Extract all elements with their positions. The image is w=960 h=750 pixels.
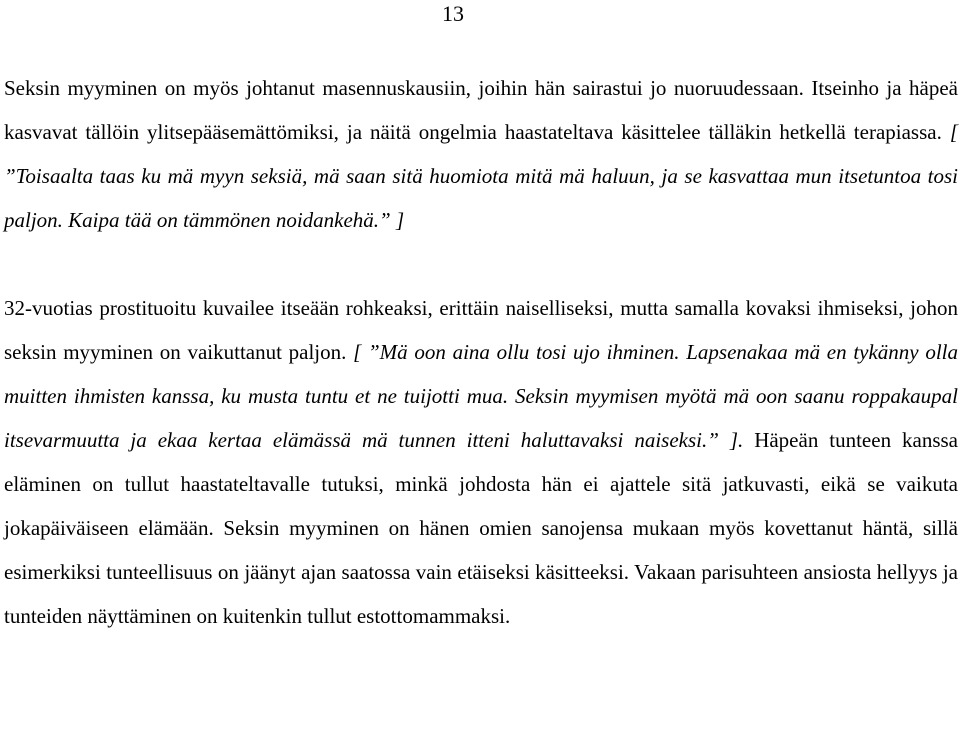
page-number: 13 (442, 1, 464, 26)
interview-quote: [ ”Mä oon aina ollu tosi ujo ihminen. Lapsenakaa mä en tykänny olla muitten ihmisten kanssa, ku musta tuntu et ne tuijotti mua. Seksin myymisen myötä mä oon saanu roppakaupal itsevarmuutta ja ekaa kertaa elämässä mä tunnen itteni haluttavaksi naiseksi.” ]. (4, 340, 959, 452)
paragraph-text: 32-vuotias prostituoitu kuvailee itseään rohkeaksi, erittäin naiselliseksi, mutta samalla kovaksi ihmiseksi, johon seksin myyminen on vaikuttanut paljon. (4, 296, 958, 364)
interview-quote: [ ”Toisaalta taas ku mä myyn seksiä, mä saan sitä huomiota mitä mä haluun, ja se kasvattaa mun itsetuntoa tosi paljon. Kaipa tää on tämmönen noidankehä.” ] (4, 120, 958, 232)
paragraph-2 (4, 286, 958, 638)
paragraph-text: Häpeän tunteen kanssa eläminen on tullut haastateltavalle tutuksi, minkä johdosta hän ei ajattele sitä jatkuvasti, eikä se vaikuta jokapäiväiseen elämään. Seksin myyminen on hänen omien sanojensa mukaan myös kovettanut häntä, sillä esimerkiksi tunteellisuus on jäänyt ajan saatossa vain etäiseksi käsitteeksi. Vakaan parisuhteen ansiosta hellyys ja tunteiden näyttäminen on kuitenkin tullut estottomammaksi. (4, 428, 958, 628)
paragraph-1 (4, 66, 958, 242)
paragraph-text: Seksin myyminen on myös johtanut masennuskausiin, joihin hän sairastui jo nuoruudessaan. Itseinho ja häpeä kasvavat tällöin ylitsepääsemättömiksi, ja näitä ongelmia haastateltava käsittelee tälläkin hetkellä terapiassa. (4, 76, 958, 144)
body-text (4, 66, 958, 638)
